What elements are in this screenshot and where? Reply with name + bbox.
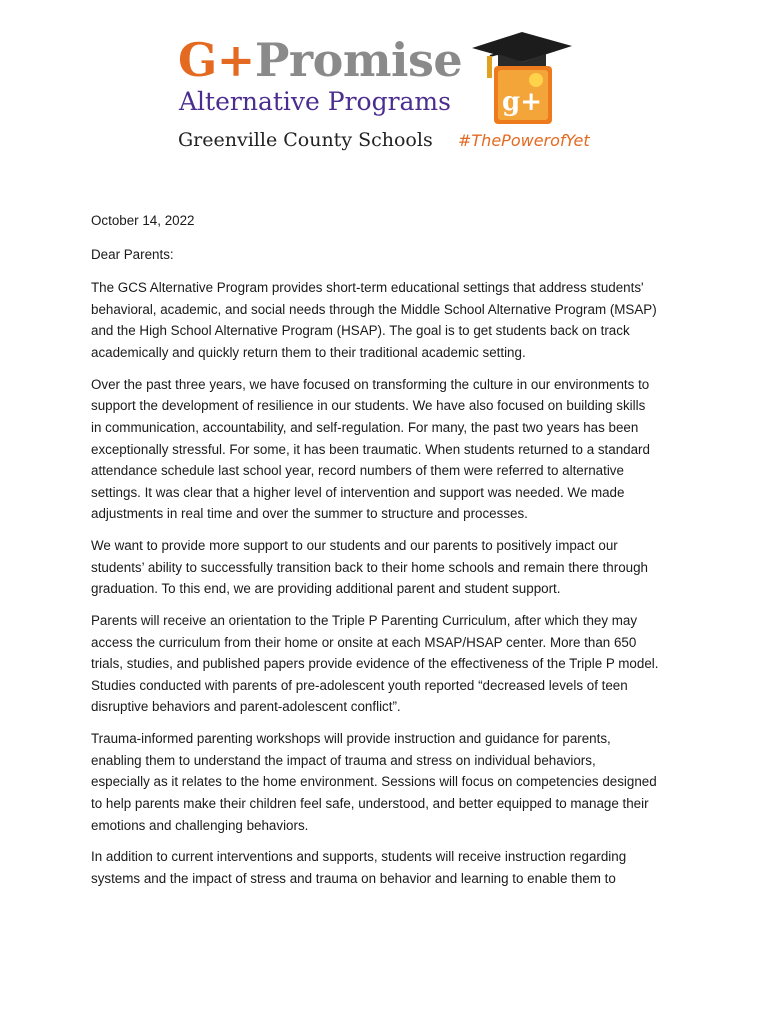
- paragraph-line: especially as it relates to the home environment. Sessions will focus on competencies designed: [91, 774, 657, 790]
- graduation-cap-logo: [464, 28, 576, 126]
- paragraph-line: trials, studies, and published papers provide evidence of the effectiveness of the Triple P model.: [91, 656, 659, 672]
- letter-body: [91, 210, 691, 900]
- paragraph-line: Studies conducted with parents of pre-adolescent youth reported “decreased levels of teen: [91, 677, 628, 693]
- paragraph-line: exceptionally stressful. For some, it has been traumatic. When students returned to a standard: [91, 441, 650, 457]
- brand-subtitle: Alternative Programs: [179, 87, 451, 116]
- paragraph-line: We want to provide more support to our students and our parents to positively impact our: [91, 538, 618, 554]
- paragraph-line: to help parents make their children feel safe, understood, and better equipped to manage their: [91, 796, 649, 811]
- brand-title: [178, 30, 462, 90]
- paragraph-line: emotions and challenging behaviors.: [91, 817, 309, 833]
- paragraph-line: students’ ability to successfully transition back to their home schools and remain there through: [91, 559, 648, 575]
- brand-title-promise: Promise: [254, 33, 463, 87]
- paragraph-line: Trauma-informed parenting workshops will provide instruction and guidance for parents,: [91, 731, 611, 747]
- letterhead: [0, 0, 770, 170]
- hashtag: #ThePowerofYet: [458, 131, 590, 150]
- paragraph-workshops: [91, 728, 691, 836]
- paragraph-line: Over the past three years, we have focused on transforming the culture in our environments to: [91, 376, 650, 392]
- paragraph-intro: [91, 277, 691, 363]
- brand-title-gplus: G+: [178, 33, 255, 87]
- district-name: Greenville County Schools: [178, 129, 433, 151]
- paragraph-line: graduation. To this end, we are providing additional parent and student support.: [91, 581, 561, 597]
- tassel-icon: [487, 56, 492, 78]
- paragraph-students: [91, 846, 691, 889]
- paragraph-line: adjustments in real time and over the summer to structure and processes.: [91, 506, 528, 522]
- paragraph-triple-p: [91, 610, 691, 718]
- paragraph-culture: [91, 374, 691, 525]
- paragraph-line: settings. It was clear that a higher level of intervention and support was needed. We made: [91, 484, 625, 500]
- paragraph-support: [91, 535, 691, 600]
- paragraph-line: behavioral, academic, and social needs through the Middle School Alternative Program (MSAP): [91, 301, 657, 317]
- paragraph-line: access the curriculum from their home or onsite at each MSAP/HSAP center. More than 650: [91, 634, 637, 650]
- letter-date: October 14, 2022: [91, 213, 195, 228]
- salutation: Dear Parents:: [91, 246, 174, 262]
- paragraph-line: In addition to current interventions and supports, students will receive instruction regarding: [91, 849, 627, 865]
- paragraph-line: Parents will receive an orientation to the Triple P Parenting Curriculum, after which they may: [91, 613, 638, 629]
- paragraph-line: and the High School Alternative Program (HSAP). The goal is to get students back on track: [91, 323, 630, 339]
- paragraph-line: disruptive behaviors and parent-adolescent conflict”.: [91, 699, 401, 715]
- paragraph-line: systems and the impact of stress and trauma on behavior and learning to enable them to: [91, 870, 616, 886]
- paragraph-line: The GCS Alternative Program provides short-term educational settings that address students': [91, 280, 644, 296]
- paragraph-line: attendance schedule last school year, record numbers of them were referred to alternative: [91, 463, 624, 479]
- paragraph-line: support the development of resilience in our students. We have also focused on building skills: [91, 398, 646, 414]
- paragraph-line: in communication, accountability, and self-regulation. For many, the past two years has been: [91, 419, 639, 435]
- paragraph-line: academically and quickly return them to their traditional academic setting.: [91, 344, 526, 360]
- logo-mark: g+: [502, 87, 542, 117]
- paragraph-line: enabling them to understand the impact of trauma and stress on individual behaviors,: [91, 752, 596, 768]
